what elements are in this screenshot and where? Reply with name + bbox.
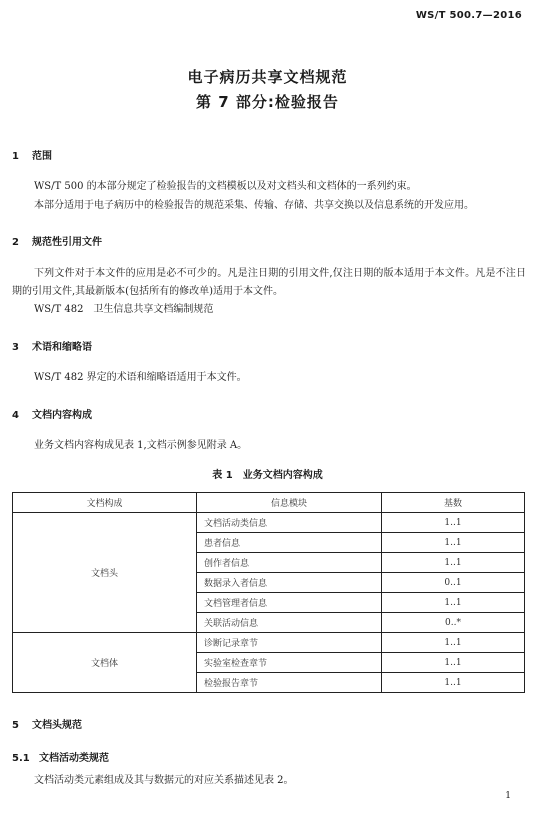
paragraph: 本部分适用于电子病历中的检验报告的规范采集、传输、存储、共享交换以及信息系统的开发应用。 (34, 200, 474, 211)
section-heading-1 (12, 147, 52, 162)
section-title: 文档头规范 (32, 720, 82, 731)
document-subtitle: 第 7 部分:检验报告 (196, 93, 339, 111)
section-number: 2 (12, 237, 19, 248)
cardinality-cell: 1..1 (382, 673, 525, 693)
module-cell: 关联活动信息 (197, 613, 382, 633)
section-heading-3 (12, 338, 92, 353)
column-header: 基数 (382, 493, 525, 513)
module-cell: 创作者信息 (197, 553, 382, 573)
cardinality-cell: 1..1 (382, 653, 525, 673)
section-heading-2 (12, 233, 102, 248)
cardinality-cell: 1..1 (382, 633, 525, 653)
cardinality-cell: 1..1 (382, 553, 525, 573)
cardinality-cell: 1..1 (382, 513, 525, 533)
module-cell: 文档管理者信息 (197, 593, 382, 613)
module-cell: 实验室检查章节 (197, 653, 382, 673)
paragraph: WS/T 482 界定的术语和缩略语适用于本文件。 (34, 372, 247, 383)
cardinality-cell: 0..* (382, 613, 525, 633)
section-heading-5 (12, 716, 82, 731)
module-cell: 诊断记录章节 (197, 633, 382, 653)
normative-reference: WS/T 482 卫生信息共享文档编制规范 (34, 304, 214, 315)
column-header: 文档构成 (13, 493, 197, 513)
section-number: 3 (12, 342, 19, 353)
document-title: 电子病历共享文档规范 (187, 68, 348, 86)
module-cell: 检验报告章节 (197, 673, 382, 693)
cardinality-cell: 1..1 (382, 593, 525, 613)
section-number: 1 (12, 151, 19, 162)
section-number: 5.1 (12, 753, 30, 764)
standard-code: WS/T 500.7—2016 (415, 10, 522, 21)
section-title: 文档活动类规范 (39, 753, 109, 764)
subsection-heading-5-1 (12, 749, 109, 764)
table-header-row (13, 493, 525, 513)
table-row (13, 633, 525, 653)
section-title: 范围 (32, 151, 52, 162)
section-title: 文档内容构成 (32, 410, 92, 421)
page-number: 1 (505, 791, 511, 801)
group-cell: 文档头 (13, 513, 197, 633)
module-cell: 数据录入者信息 (197, 573, 382, 593)
group-cell: 文档体 (13, 633, 197, 693)
paragraph: WS/T 500 的本部分规定了检验报告的文档模板以及对文档头和文档体的一系列约束。 (34, 181, 417, 192)
section-title: 术语和缩略语 (32, 342, 92, 353)
section-number: 5 (12, 720, 19, 731)
cardinality-cell: 0..1 (382, 573, 525, 593)
module-cell: 文档活动类信息 (197, 513, 382, 533)
paragraph: 文档活动类元素组成及其与数据元的对应关系描述见表 2。 (34, 775, 294, 786)
cardinality-cell: 1..1 (382, 533, 525, 553)
section-number: 4 (12, 410, 19, 421)
table-caption: 表 1 业务文档内容构成 (212, 470, 323, 481)
table-row (13, 513, 525, 533)
content-structure-table (12, 492, 525, 693)
paragraph: 下列文件对于本文件的应用是必不可少的。凡是注日期的引用文件,仅注日期的版本适用于本文件。凡是不注日期的引用文件,其最新版本(包括所有的修改单)适用于本文件。 (12, 268, 526, 297)
column-header: 信息模块 (197, 493, 382, 513)
module-cell: 患者信息 (197, 533, 382, 553)
section-title: 规范性引用文件 (32, 237, 102, 248)
paragraph: 业务文档内容构成见表 1,文档示例参见附录 A。 (34, 440, 248, 451)
section-heading-4 (12, 406, 92, 421)
